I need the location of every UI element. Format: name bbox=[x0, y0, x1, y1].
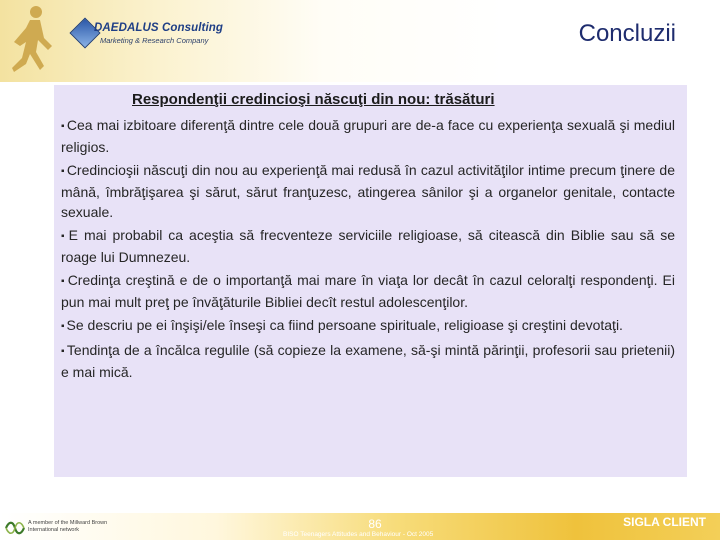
client-sigla: SIGLA CLIENT bbox=[623, 515, 706, 529]
bullet-item bbox=[61, 225, 675, 267]
bullet-square-icon: ▪ bbox=[61, 321, 65, 332]
bullet-text: Credincioşii născuţi din nou au experienţă mai redusă în cazul activităţilor intime precum ţinere de mână, îmbrăţişarea şi sărut, sărut franţuzesc, atingerea sânilor şi a organelor genitale, contacte sexuale. bbox=[61, 162, 676, 220]
millward-brown-logo-icon bbox=[4, 519, 26, 537]
member-network-text: A member of the Millward Brown International network bbox=[28, 520, 108, 533]
footer-caption: BISO Teenagers Attitudes and Behaviour - Oct 2005 bbox=[283, 531, 434, 538]
bullet-text: Tendinţa de a încălca regulile (să copieze la examene, să-şi mintă părinţii, profesorii sau prietenii) e mai mică. bbox=[61, 342, 675, 380]
bullet-square-icon: ▪ bbox=[61, 166, 65, 177]
bullet-text: Cea mai izbitoare diferenţă dintre cele două grupuri are de-a face cu experienţa sexuală şi mediul religios. bbox=[61, 117, 676, 155]
bullet-item bbox=[61, 115, 675, 157]
bullet-item bbox=[61, 160, 675, 222]
bullet-item bbox=[61, 270, 675, 312]
bullet-list bbox=[61, 115, 675, 385]
section-heading: Respondenţii credincioşi născuţi din nou: trăsături bbox=[132, 91, 495, 108]
bullet-text: Credinţa creştină e de o importanţă mai mare în viaţa lor decât în cazul celoralţi respondenţi. Ei pun mai mult preţ pe învăţăturile Bibliei decît restul adolescenţilor. bbox=[61, 272, 675, 310]
page-title: Concluzii bbox=[578, 20, 676, 47]
bullet-square-icon: ▪ bbox=[61, 121, 65, 132]
logo-tagline: Marketing & Research Company bbox=[100, 36, 209, 45]
logo-name: DAEDALUS Consulting bbox=[94, 22, 224, 34]
bullet-text: Se descriu pe ei înşişi/ele înseşi ca fiind persoane spirituale, religioase şi creştini devotaţi. bbox=[66, 317, 623, 333]
page-number: 86 bbox=[368, 517, 382, 531]
bullet-square-icon: ▪ bbox=[61, 346, 65, 357]
company-logo bbox=[70, 18, 224, 54]
runner-silhouette-icon bbox=[6, 2, 62, 82]
bullet-item bbox=[61, 315, 675, 337]
bullet-square-icon: ▪ bbox=[61, 231, 67, 242]
bullet-square-icon: ▪ bbox=[61, 276, 66, 287]
bullet-text: E mai probabil ca aceştia să frecventeze serviciile religioase, să citească din Biblie sau să se roage lui Dumnezeu. bbox=[61, 227, 676, 265]
bullet-item bbox=[61, 340, 675, 382]
